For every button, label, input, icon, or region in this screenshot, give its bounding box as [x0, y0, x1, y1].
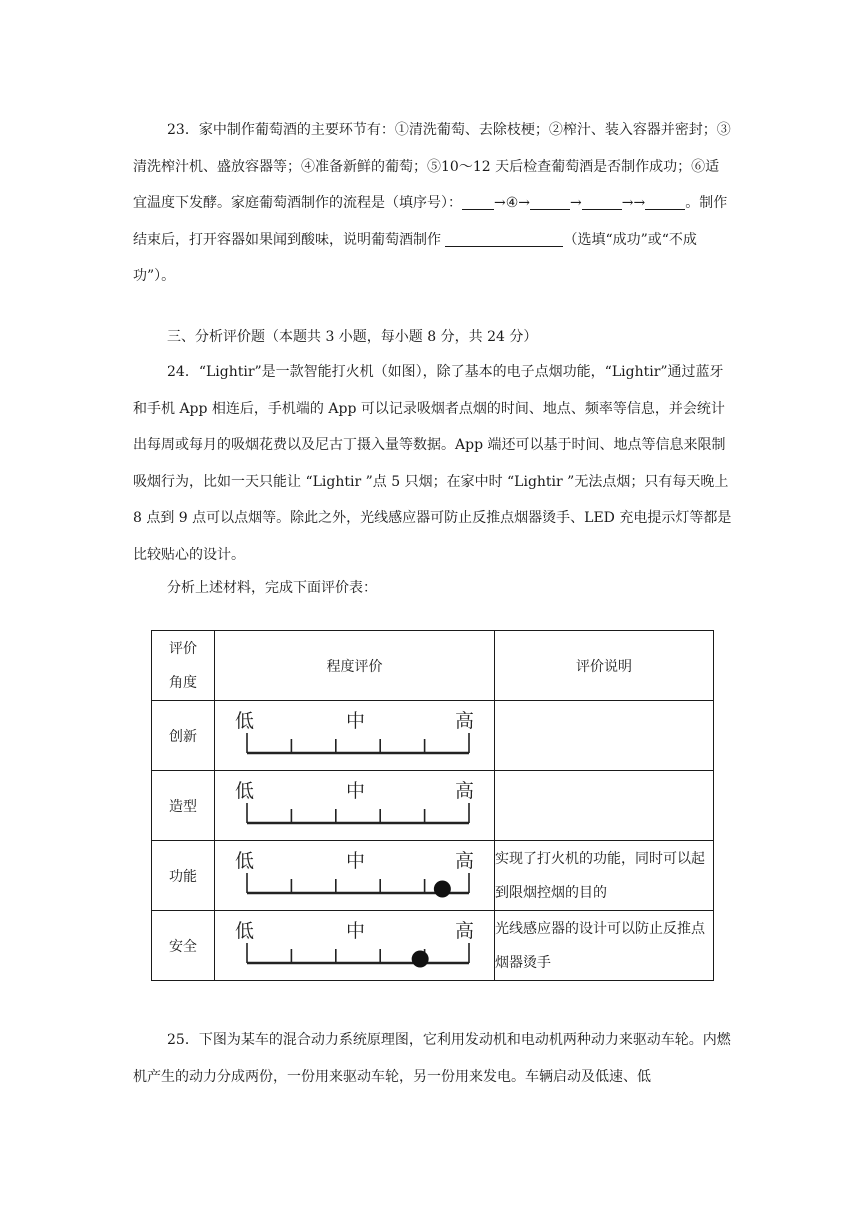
scale-label-high: 高 [455, 780, 475, 802]
explain-cell: 实现了打火机的功能，同时可以起到限烟控烟的目的 [495, 841, 714, 911]
q23-arrow-2: → [570, 195, 582, 211]
scale-label-low: 低 [235, 920, 255, 942]
scale-label-high: 高 [455, 710, 475, 732]
rating-scale[interactable] [215, 771, 494, 841]
header-angle-line2: 角度 [169, 674, 197, 691]
angle-cell: 安全 [152, 911, 215, 981]
explain-cell[interactable] [495, 771, 714, 841]
q24-text: 24．“Lightir”是一款智能打火机（如图），除了基本的电子点烟功能，“Lightir”通过蓝牙和手机 App 相连后，手机端的 App 可以记录吸烟者点烟的时间、地点、频率等信息，并会统计出每周或每月的吸烟花费以及尼古丁摄入量等数据。App 端还可以基于时间、地点等信息来限制吸烟行为，比如一天只能让 “Lightir ”点 5 只烟；在家中时 “Lightir ”无法点烟；只有每天晚上 8 点到 9 点可以点烟等。除此之外，光线感应器可防止反推点烟器烫手、LED 充电提示灯等都是比较贴心的设计。 [133, 364, 732, 563]
section-3-heading: 三、分析评价题（本题共 3 小题，每小题 8 分，共 24 分） [167, 329, 538, 345]
table-header-row [152, 631, 714, 701]
table-row [152, 771, 714, 841]
scale-label-high: 高 [455, 920, 475, 942]
table-row [152, 841, 714, 911]
evaluation-table [151, 630, 714, 981]
explain-cell: 光线感应器的设计可以防止反推点烟器烫手 [495, 911, 714, 981]
table-row [152, 911, 714, 981]
scale-label-mid: 中 [346, 780, 366, 802]
scale-label-low: 低 [235, 850, 255, 872]
q23-text-b: 。制作结束后，打开容器如果闻到酸味，说明葡萄酒制作 [133, 195, 728, 248]
q24-instruction: 分析上述材料，完成下面评价表： [167, 580, 377, 596]
answer-blank-4[interactable] [645, 195, 685, 210]
scale-cell[interactable] [215, 771, 495, 841]
scale-cell[interactable] [215, 701, 495, 771]
q23-arrow-1: →④→ [494, 195, 531, 211]
rating-marker [412, 951, 429, 968]
scale-label-low: 低 [235, 710, 255, 732]
angle-cell: 创新 [152, 701, 215, 771]
answer-blank-5[interactable] [445, 232, 563, 247]
q23-text-a: 23．家中制作葡萄酒的主要环节有：①清洗葡萄、去除枝梗；②榨汁、装入容器并密封；③清洗榨汁机、盛放容器等；④准备新鲜的葡萄；⑤10～12 天后检查葡萄酒是否制作成功；⑥适宜温度下发酵。家庭葡萄酒制作的流程是（填序号）： [133, 122, 731, 211]
answer-blank-3[interactable] [582, 195, 622, 210]
q23-arrow-3: → [621, 195, 634, 211]
rating-scale[interactable] [215, 841, 494, 911]
scale-label-mid: 中 [346, 710, 366, 732]
angle-cell: 造型 [152, 771, 215, 841]
header-degree: 程度评价 [215, 631, 495, 701]
q23-arrow-4: → [633, 195, 646, 211]
header-angle [152, 631, 215, 701]
question-23 [133, 112, 733, 295]
scale-cell[interactable] [215, 841, 495, 911]
header-explain: 评价说明 [495, 631, 714, 701]
question-25 [133, 1022, 733, 1095]
q23-text-c: （选填“成功”或“不成功”）。 [133, 231, 697, 284]
table-row [152, 701, 714, 771]
header-angle-line1: 评价 [169, 640, 197, 657]
rating-scale[interactable] [215, 701, 494, 771]
answer-blank-1[interactable] [462, 195, 494, 210]
explain-cell[interactable] [495, 701, 714, 771]
question-24 [133, 354, 733, 573]
q25-text: 25．下图为某车的混合动力系统原理图，它利用发动机和电动机两种动力来驱动车轮。内燃机产生的动力分成两份，一份用来驱动车轮，另一份用来发电。车辆启动及低速、低 [133, 1032, 731, 1085]
rating-scale[interactable] [215, 911, 494, 981]
scale-label-low: 低 [235, 780, 255, 802]
scale-label-mid: 中 [346, 920, 366, 942]
scale-label-high: 高 [455, 850, 475, 872]
scale-cell[interactable] [215, 911, 495, 981]
answer-blank-2[interactable] [530, 195, 570, 210]
angle-cell: 功能 [152, 841, 215, 911]
rating-marker [434, 881, 451, 898]
scale-label-mid: 中 [346, 850, 366, 872]
